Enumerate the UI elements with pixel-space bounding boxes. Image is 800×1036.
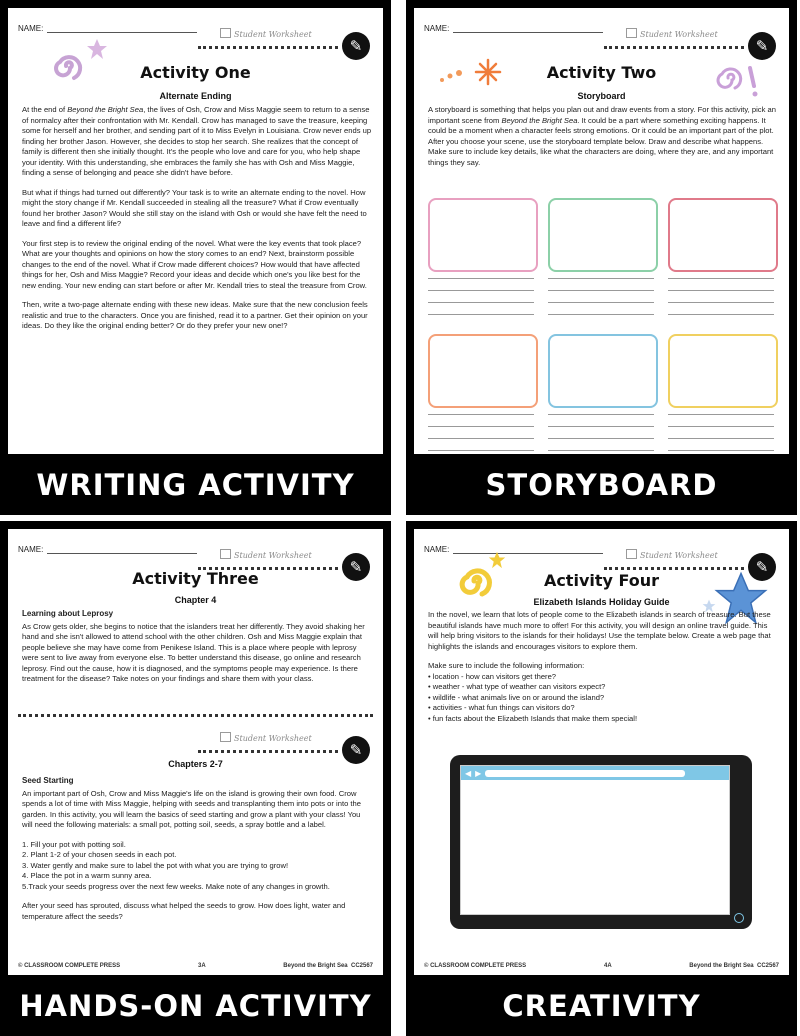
name-label: NAME: — [424, 24, 450, 33]
worksheet-page-activity-three — [0, 521, 391, 1036]
writing-line — [428, 290, 534, 291]
writing-line — [668, 302, 774, 303]
section-heading: Learning about Leprosy — [22, 609, 114, 618]
writing-line — [548, 450, 654, 451]
storyboard-frame — [428, 334, 538, 408]
paragraph: After your seed has sprouted, discuss what helped the seeds to grow. How does light, water and temperature affect the seeds? — [22, 901, 346, 921]
worksheet-sheet — [414, 8, 789, 454]
student-worksheet-label: Student Worksheet — [626, 549, 718, 560]
paragraph: An important part of Osh, Crow and Miss Maggie's life on the island is growing their own food. Crow spends a lot of time with Miss Maggie, helping with seeds and transplanting them into pots or into the garden. In this activity, you will learn the basics of seed starting and grow a plant with your class! You will need the following materials: a small pot, potting soil, seeds, a spray bottle and a label. — [22, 788, 361, 829]
page-title: Activity Four — [543, 571, 660, 590]
list-item: 4. Place the pot in a warm sunny area. — [22, 871, 152, 880]
name-line — [47, 24, 197, 33]
page-number: 4A — [604, 963, 612, 969]
writing-line — [668, 450, 774, 451]
worksheet-body — [22, 609, 372, 694]
writing-line — [548, 314, 654, 315]
writing-line — [548, 426, 654, 427]
book-code: Beyond the Bright Sea CC2567 — [283, 963, 373, 969]
paragraph: A storyboard is something that helps you plan out and draw events from a story. For this activity, pick an important scene from Beyond the Bright Sea. It could be a part where something exciting happens. It could be a moment when a character feels strong emotions. Or it could be an important part of the plot. After you choose your scene, use the storyboard template below. Draw and describe what happens. Make sure to include key details, like what the characters are doing, where they are, and any important things they say. — [428, 105, 776, 167]
tablet-template — [450, 755, 752, 929]
writing-line — [428, 302, 534, 303]
worksheet-body — [22, 105, 372, 341]
writing-line — [428, 314, 534, 315]
worksheet-body — [22, 776, 372, 931]
back-arrow-icon: ◀ — [465, 768, 472, 778]
forward-arrow-icon: ▶ — [475, 768, 482, 778]
name-label: NAME: — [18, 545, 44, 554]
storyboard-frame — [668, 198, 778, 272]
dotted-divider — [18, 714, 373, 717]
info-intro: Make sure to include the following information: — [428, 661, 585, 670]
book-icon — [220, 549, 231, 559]
category-banner: STORYBOARD — [485, 467, 718, 502]
page-footer — [18, 963, 373, 971]
pencil-icon: ✎ — [342, 553, 370, 581]
student-worksheet-label: Student Worksheet — [626, 28, 718, 39]
student-worksheet-label: Student Worksheet — [220, 28, 312, 39]
star-icon — [488, 551, 506, 569]
worksheet-body — [428, 105, 778, 177]
list-item: • weather - what type of weather can visitors expect? — [428, 682, 606, 691]
writing-line — [428, 450, 534, 451]
student-worksheet-label: Student Worksheet — [220, 549, 312, 560]
list-item: 2. Plant 1-2 of your chosen seeds in each pot. — [22, 850, 177, 859]
paragraph: In the novel, we learn that lots of people come to the Elizabeth islands in search of treasure. But these beautiful islands have much more to offer! For this activity, you will design an online travel guide. This will help bring visitors to the islands for their holidays! Use the template below. Create a web page that highlights the islands and encourages visitors to explore them. — [428, 610, 771, 651]
writing-line — [428, 414, 534, 415]
paragraph: Your first step is to review the original ending of the novel. What were the key events that took place? What are your thoughts and opinions on how the story comes to an end? Next, brainstorm possible changes to the end of the novel. What if Crow made different choices? How would that have affected things for her, Osh and Miss Maggie? Record your ideas and decide which one's you like best for the new ending. Your new ending can start before or after Mr. Kendall tries to steal the treasure from Crow. — [22, 238, 367, 290]
dotted-divider — [604, 46, 744, 49]
page-title: Activity Three — [132, 569, 259, 588]
steps-list — [22, 840, 372, 893]
writing-line — [668, 314, 774, 315]
category-banner: CREATIVITY — [502, 988, 701, 1023]
paragraph: Then, write a two-page alternate ending with these new ideas. Make sure that the new conclusion feels realistic and true to the characters. Once you are finished, read it to a partner. Get their opinion on your ideas. Do they like the original ending better? Or do they prefer your new one!? — [22, 300, 368, 330]
book-icon — [626, 549, 637, 559]
writing-line — [428, 438, 534, 439]
list-item: 3. Water gently and make sure to label the pot with what you are trying to grow! — [22, 860, 289, 870]
pencil-icon: ✎ — [342, 32, 370, 60]
writing-line — [668, 414, 774, 415]
address-bar — [485, 770, 685, 777]
writing-line — [668, 290, 774, 291]
pencil-icon: ✎ — [748, 32, 776, 60]
name-line — [47, 545, 197, 554]
name-row — [424, 24, 603, 33]
writing-line — [428, 426, 534, 427]
worksheet-body — [428, 610, 778, 724]
storyboard-frame — [668, 334, 778, 408]
publisher-logo: © CLASSROOM COMPLETE PRESS — [424, 963, 527, 969]
dotted-divider — [198, 750, 338, 753]
writing-line — [548, 302, 654, 303]
name-line — [453, 24, 603, 33]
name-row — [424, 545, 603, 554]
worksheet-page-activity-four — [406, 521, 797, 1036]
worksheet-sheet — [8, 8, 383, 454]
student-worksheet-label: Student Worksheet — [220, 732, 312, 743]
category-banner: HANDS-ON ACTIVITY — [19, 988, 372, 1023]
storyboard-frame — [548, 198, 658, 272]
worksheet-sheet — [414, 529, 789, 975]
name-row — [18, 545, 197, 554]
page-number: 3A — [198, 963, 206, 969]
storyboard-frame — [548, 334, 658, 408]
writing-line — [668, 426, 774, 427]
section-heading: Seed Starting — [22, 776, 74, 785]
paragraph: But what if things had turned out differently? Your task is to write an alternate ending to the novel. How might the story change if Mr. Kendall succeeded in stealing all the treasure? What if Crow eventually found her brother Jason? Would she still stay on the island with Osh or would she have felt the need to leave and find a different life? — [22, 187, 367, 228]
writing-line — [428, 278, 534, 279]
list-item: • activities - what fun things can visitors do? — [428, 703, 575, 712]
page-subtitle: Chapter 4 — [174, 595, 217, 605]
paragraph: At the end of Beyond the Bright Sea, the lives of Osh, Crow and Miss Maggie seem to return to a sense of normalcy after their confrontation with Mr. Kendall. Crow has managed to save the treasure, keeping some for herself and her brother, and sending part of it to Miss Evelyn in Louisiana. Crow never ends up finding her brother Jason. However, she decides to stop her search. She realizes that the concept of family is different then she initially thought. It's the people who love and care for you, who help shape your identity. With this understanding, she embraces the family she has with Osh and Miss Maggie, finding a sense of belonging and peace she didn't have before. — [22, 105, 372, 177]
pencil-icon: ✎ — [748, 553, 776, 581]
list-item: 1. Fill your pot with potting soil. — [22, 839, 126, 849]
writing-line — [548, 278, 654, 279]
page-subtitle: Alternate Ending — [159, 91, 232, 101]
name-label: NAME: — [424, 545, 450, 554]
book-icon — [220, 28, 231, 38]
browser-bar — [461, 766, 729, 780]
publisher-logo: © CLASSROOM COMPLETE PRESS — [18, 963, 121, 969]
page-title: Activity One — [140, 63, 251, 82]
writing-line — [668, 438, 774, 439]
paragraph: As Crow gets older, she begins to notice that the islanders treat her differently. They avoid shaking her hand and she isn't allowed to attend school with the other children. Osh and Miss Maggie explain that people believe she may have come from Penikese Island. This is a place where people with leprosy were sent to live away from everyone else. To better understand this disease, go online and research leprosy. Find out the cause, how it is diagnosed, and the symptoms people may experience. Is there treatment for the disease? Take notes on your findings and share them with your class. — [22, 621, 365, 683]
dotted-divider — [198, 46, 338, 49]
book-icon — [220, 732, 231, 742]
home-button-icon — [734, 913, 744, 923]
book-code: Beyond the Bright Sea CC2567 — [689, 963, 779, 969]
pencil-icon: ✎ — [342, 736, 370, 764]
category-banner: WRITING ACTIVITY — [36, 467, 355, 502]
writing-line — [668, 278, 774, 279]
writing-line — [548, 290, 654, 291]
worksheet-page-activity-one — [0, 0, 391, 515]
name-line — [453, 545, 603, 554]
list-item: • location - how can visitors get there? — [428, 671, 557, 681]
list-item: • fun facts about the Elizabeth Islands that make them special! — [428, 713, 638, 723]
star-icon — [86, 38, 108, 60]
web-page-template — [460, 765, 730, 915]
page-subtitle: Elizabeth Islands Holiday Guide — [533, 597, 670, 607]
page-subtitle: Chapters 2-7 — [168, 759, 223, 769]
worksheet-sheet — [8, 529, 383, 975]
worksheet-page-activity-two — [406, 0, 797, 515]
list-item: 5.Track your seeds progress over the next few weeks. Make note of any changes in growth. — [22, 881, 330, 891]
name-label: NAME: — [18, 24, 44, 33]
list-item: • wildlife - what animals live on or around the island? — [428, 692, 605, 702]
page-subtitle: Storyboard — [577, 91, 626, 101]
storyboard-frame — [428, 198, 538, 272]
dotted-divider — [604, 567, 744, 570]
name-row — [18, 24, 197, 33]
page-footer — [424, 963, 779, 971]
page-title: Activity Two — [546, 63, 657, 82]
writing-line — [548, 414, 654, 415]
writing-line — [548, 438, 654, 439]
book-icon — [626, 28, 637, 38]
